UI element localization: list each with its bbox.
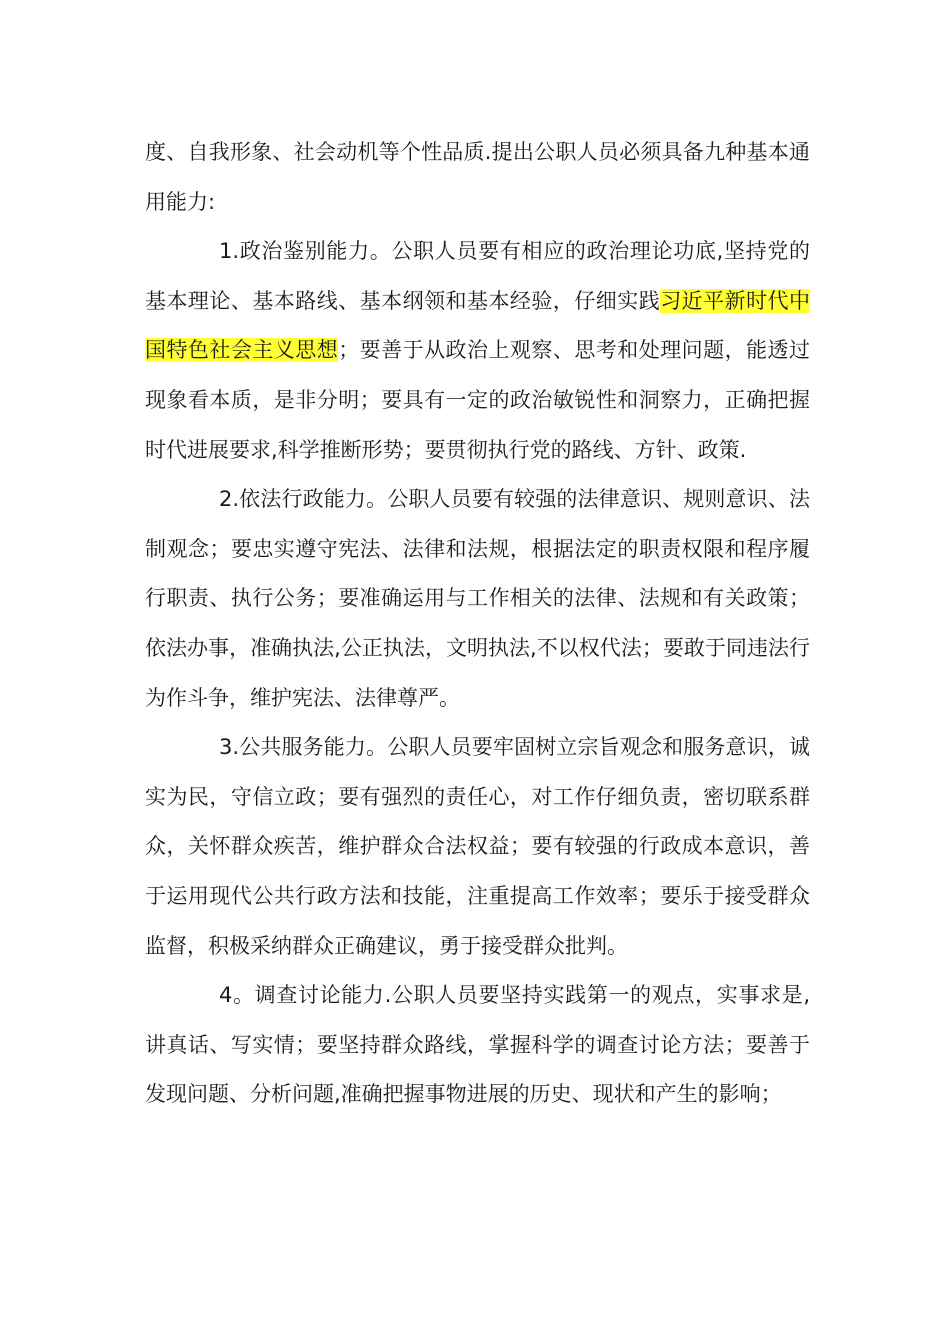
- paragraph-public-service: 3.公共服务能力。公职人员要牢固树立宗旨观念和服务意识，诚实为民，守信立政；要有强烈的责任心，对工作仔细负责，密切联系群众，关怀群众疾苦，维护群众合法权益；要有较强的行政成本意识，善于运用现代公共行政方法和技能，注重提高工作效率；要乐于接受群众监督，积极采纳群众正确建议，勇于接受群众批判。: [145, 735, 810, 958]
- highlighted-text: 习近平新时代中国特色社会主义思想: [145, 288, 811, 363]
- intro-paragraph: 度、自我形象、社会动机等个性品质.提出公职人员必须具备九种基本通用能力:: [145, 140, 810, 214]
- paragraph-law-administration: 2.依法行政能力。公职人员要有较强的法律意识、规则意识、法制观念；要忠实遵守宪法、法律和法规，根据法定的职责权限和程序履行职责、执行公务；要准确运用与工作相关的法律、法规和有关政策；依法办事，准确执法,公正执法，文明执法,不以权代法；要敢于同违法行为作斗争，维护宪法、法律尊严。: [145, 487, 810, 710]
- paragraph-text-after: ；要善于从政治上观察、思考和处理问题，能透过现象看本质，是非分明；要具有一定的政治敏锐性和洞察力，正确把握时代进展要求,科学推断形势；要贯彻执行党的路线、方针、政策.: [145, 338, 811, 462]
- document-body: [145, 128, 810, 1120]
- paragraph-political-judgment: [145, 227, 810, 475]
- paragraph-text-before: 1.政治鉴别能力。公职人员要有相应的政治理论功底,坚持党的基本理论、基本路线、基本纲领和基本经验，仔细实践: [145, 239, 810, 313]
- paragraph-investigation-research: 4。调查讨论能力.公职人员要坚持实践第一的观点，实事求是,讲真话、写实情；要坚持群众路线，掌握科学的调查讨论方法；要善于发现问题、分析问题,准确把握事物进展的历史、现状和产生的影响；: [145, 983, 810, 1107]
